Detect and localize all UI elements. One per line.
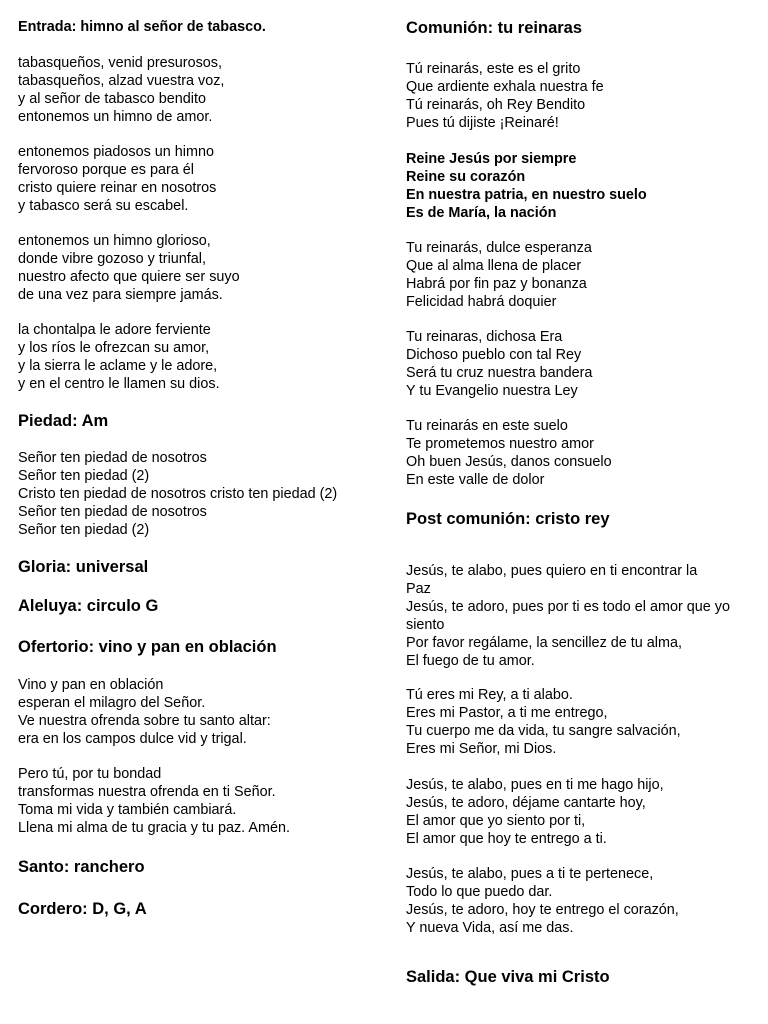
lyric-line: Señor ten piedad (2) — [18, 522, 150, 538]
section-title-ofertorio: Ofertorio: vino y pan en oblación — [18, 638, 277, 656]
chorus-line: Reine su corazón — [406, 169, 526, 185]
lyric-line: Cristo ten piedad de nosotros cristo ten piedad (2) — [18, 486, 338, 502]
lyric-line: Ve nuestra ofrenda sobre tu santo altar: — [18, 713, 271, 729]
lyric-line: entonemos piadosos un himno — [18, 144, 215, 160]
lyric-line: nuestro afecto que quiere ser suyo — [18, 269, 240, 285]
lyric-line: Señor ten piedad (2) — [18, 468, 150, 484]
lyric-line: Señor ten piedad de nosotros — [18, 504, 207, 520]
lyric-line: Y tu Evangelio nuestra Ley — [406, 383, 578, 399]
chorus-line: En nuestra patria, en nuestro suelo — [406, 187, 647, 203]
lyric-line: Todo lo que puedo dar. — [406, 884, 553, 900]
lyric-line: Tú eres mi Rey, a ti alabo. — [406, 687, 573, 703]
lyric-line: Tú reinarás, este es el grito — [406, 61, 581, 77]
lyric-line: y en el centro le llamen su dios. — [18, 376, 220, 392]
lyric-line: fervoroso porque es para él — [18, 162, 194, 178]
lyric-line: Jesús, te alabo, pues quiero en ti encontrar la — [406, 563, 698, 579]
lyric-line: Pues tú dijiste ¡Reinaré! — [406, 115, 559, 131]
lyric-line: de una vez para siempre jamás. — [18, 287, 223, 303]
chorus-line: Es de María, la nación — [406, 205, 557, 221]
lyric-line: Jesús, te alabo, pues a ti te pertenece, — [406, 866, 654, 882]
lyric-line: Eres mi Pastor, a ti me entrego, — [406, 705, 608, 721]
lyric-line: y los ríos le ofrezcan su amor, — [18, 340, 210, 356]
section-title-salida: Salida: Que viva mi Cristo — [406, 968, 610, 986]
lyric-line: Señor ten piedad de nosotros — [18, 450, 207, 466]
lyric-line: transformas nuestra ofrenda en ti Señor. — [18, 784, 276, 800]
lyric-line: y al señor de tabasco bendito — [18, 91, 207, 107]
lyric-line: Tu cuerpo me da vida, tu sangre salvación, — [406, 723, 681, 739]
lyric-line: Que ardiente exhala nuestra fe — [406, 79, 604, 95]
lyric-line: Jesús, te adoro, pues por ti es todo el amor que yo — [406, 599, 730, 615]
lyric-line: Paz — [406, 581, 431, 597]
section-title-santo: Santo: ranchero — [18, 858, 145, 876]
lyric-line: Por favor regálame, la sencillez de tu alma, — [406, 635, 682, 651]
lyric-line: la chontalpa le adore ferviente — [18, 322, 211, 338]
lyric-line: Que al alma llena de placer — [406, 258, 582, 274]
section-title-entrada: Entrada: himno al señor de tabasco. — [18, 19, 266, 35]
section-title-piedad: Piedad: Am — [18, 412, 109, 430]
lyric-line: El amor que hoy te entrego a ti. — [406, 831, 607, 847]
lyric-line: y la sierra le aclame y le adore, — [18, 358, 218, 374]
section-title-aleluya: Aleluya: circulo G — [18, 597, 159, 615]
lyric-line: entonemos un himno de amor. — [18, 109, 213, 125]
lyric-line: Jesús, te alabo, pues en ti me hago hijo, — [406, 777, 664, 793]
lyric-line: y tabasco será su escabel. — [18, 198, 189, 214]
chorus-line: Reine Jesús por siempre — [406, 151, 577, 167]
lyric-line: esperan el milagro del Señor. — [18, 695, 206, 711]
lyric-line: Será tu cruz nuestra bandera — [406, 365, 593, 381]
lyric-line: tabasqueños, alzad vuestra voz, — [18, 73, 225, 89]
lyric-line: Eres mi Señor, mi Dios. — [406, 741, 557, 757]
lyric-line: cristo quiere reinar en nosotros — [18, 180, 217, 196]
section-title-post-comunion: Post comunión: cristo rey — [406, 510, 610, 528]
lyric-line: Vino y pan en oblación — [18, 677, 164, 693]
lyric-line: Jesús, te adoro, déjame cantarte hoy, — [406, 795, 646, 811]
lyric-line: tabasqueños, venid presurosos, — [18, 55, 222, 71]
lyric-line: Jesús, te adoro, hoy te entrego el corazón, — [406, 902, 679, 918]
lyric-line: Pero tú, por tu bondad — [18, 766, 162, 782]
lyric-line: era en los campos dulce vid y trigal. — [18, 731, 247, 747]
lyric-line: Toma mi vida y también cambiará. — [18, 802, 237, 818]
section-title-cordero: Cordero: D, G, A — [18, 900, 147, 918]
lyric-line: Habrá por fin paz y bonanza — [406, 276, 587, 292]
lyric-line: Tu reinarás en este suelo — [406, 418, 568, 434]
lyric-line: Llena mi alma de tu gracia y tu paz. Amén. — [18, 820, 290, 836]
section-title-gloria: Gloria: universal — [18, 558, 149, 576]
lyric-line: El amor que yo siento por ti, — [406, 813, 586, 829]
lyric-line: entonemos un himno glorioso, — [18, 233, 211, 249]
lyric-line: El fuego de tu amor. — [406, 653, 535, 669]
lyric-line: Felicidad habrá doquier — [406, 294, 557, 310]
lyric-line: siento — [406, 617, 445, 633]
lyric-line: Y nueva Vida, así me das. — [406, 920, 574, 936]
lyric-line: Tú reinarás, oh Rey Bendito — [406, 97, 586, 113]
lyric-line: Tu reinarás, dulce esperanza — [406, 240, 592, 256]
lyric-line: Te prometemos nuestro amor — [406, 436, 594, 452]
lyric-line: Oh buen Jesús, danos consuelo — [406, 454, 612, 470]
section-title-comunion: Comunión: tu reinaras — [406, 19, 583, 37]
lyric-line: Dichoso pueblo con tal Rey — [406, 347, 582, 363]
lyric-line: En este valle de dolor — [406, 472, 545, 488]
lyric-line: donde vibre gozoso y triunfal, — [18, 251, 206, 267]
lyric-line: Tu reinaras, dichosa Era — [406, 329, 563, 345]
